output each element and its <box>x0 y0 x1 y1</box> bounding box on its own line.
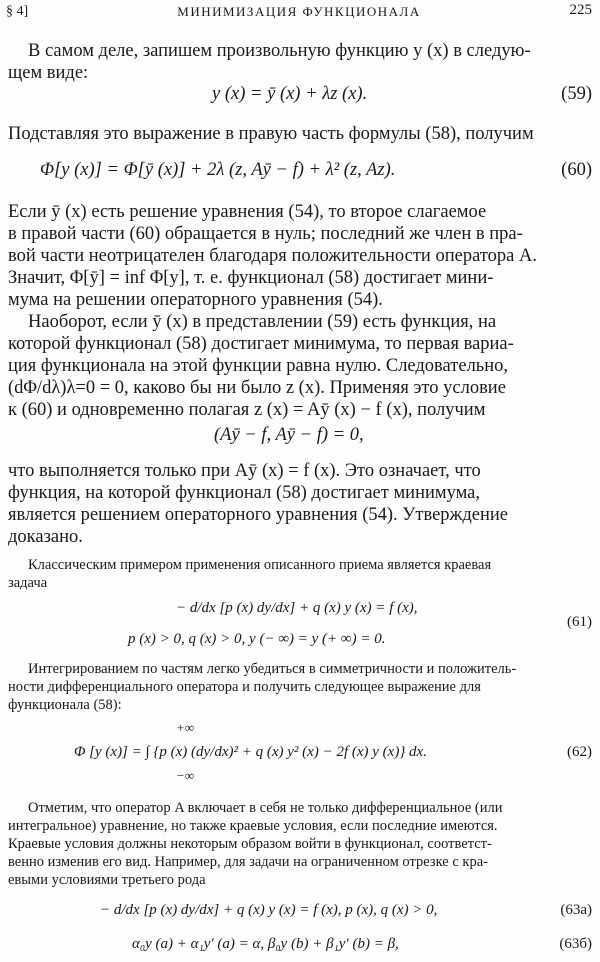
para2-line1: Подставляя это выражение в правую часть формулы (58), получим <box>8 124 534 144</box>
running-header <box>6 2 592 24</box>
equation-60: Φ[y (x)] = Φ[ȳ (x)] + 2λ (z, Aȳ − f) + λ² (z, Az). <box>40 160 396 180</box>
para1-line1: В самом деле, запишем произвольную функцию y (x) в следую- <box>28 41 531 61</box>
para3-line4: Значит, Φ[ȳ] = inf Φ[y], т. е. функционал (58) достигает мини- <box>8 268 494 288</box>
equation-61-number: (61) <box>567 614 592 630</box>
page-number: 225 <box>569 2 592 18</box>
para7-line5: евыми условиями третьего рода <box>8 872 206 888</box>
integral-lower-limit: −∞ <box>176 768 195 783</box>
para6-line3: функционала (58): <box>8 697 122 713</box>
para6-line1: Интегрированием по частям легко убедиться в симметричности и положитель- <box>28 661 517 677</box>
para3-line3: вой части неотрицателен благодаря положительности оператора A. <box>8 246 537 266</box>
para3-line9: (dΦ/dλ)λ=0 = 0, каково бы ни было z (x). Применяя это условие <box>8 378 506 398</box>
equation-63a: − d/dx [p (x) dy/dx] + q (x) y (x) = f (x), p (x), q (x) > 0, <box>100 902 438 918</box>
para3-line10: к (60) и одновременно полагая z (x) = Aȳ (x) − f (x), получим <box>8 400 486 420</box>
para4-line2: функция, на которой функционал (58) достигает минимума, <box>8 483 481 503</box>
para3-line5: мума на решении операторного уравнения (54). <box>8 290 383 310</box>
para5-line2: задача <box>8 575 48 591</box>
para4-line1: что выполняется только при Aȳ (x) = f (x). Это означает, что <box>8 461 481 481</box>
equation-61-line2: p (x) > 0, q (x) > 0, y (− ∞) = y (+ ∞) = 0. <box>128 631 386 647</box>
equation-60-number: (60) <box>561 160 592 180</box>
equation-59: y (x) = ȳ (x) + λz (x). <box>212 84 368 104</box>
para1-line2: щем виде: <box>8 63 89 83</box>
equation-variation-zero: (Aȳ − f, Aȳ − f) = 0, <box>214 425 364 445</box>
para4-line3: является решением операторного уравнения (54). Утверждение <box>8 505 508 525</box>
para3-line1: Если ȳ (x) есть решение уравнения (54), то второе слагаемое <box>8 202 487 222</box>
para3-line8: ция функционала на этой функции равна нулю. Следовательно, <box>8 356 509 376</box>
equation-63b: α₀y (a) + α₁y′ (a) = α, β₀y (b) + β₁y′ (b) = β, <box>132 936 399 952</box>
section-marker: § 4] <box>6 4 29 19</box>
equation-63b-number: (63б) <box>559 936 592 952</box>
para3-line2: в правой части (60) обращается в нуль; последний же член в пра- <box>8 224 523 244</box>
integral-upper-limit: +∞ <box>176 720 195 735</box>
para4-line4: доказано. <box>8 527 83 547</box>
equation-62-number: (62) <box>567 744 592 760</box>
equation-62: Φ [y (x)] = ∫ {p (x) (dy/dx)² + q (x) y² (x) − 2f (x) y (x)} dx. <box>74 744 427 760</box>
para5-line1: Классическим примером применения описанного приема является краевая <box>28 557 492 573</box>
running-title: МИНИМИЗАЦИЯ ФУНКЦИОНАЛА <box>177 4 421 19</box>
equation-61-line1: − d/dx [p (x) dy/dx] + q (x) y (x) = f (x), <box>176 600 418 616</box>
para7-line2: интегральное) уравнение, но также краевые условия, если последние имеются. <box>8 818 498 834</box>
para7-line1: Отметим, что оператор A включает в себя не только дифференциальное (или <box>28 800 503 816</box>
para6-line2: ности дифференциального оператора и получить следующее выражение для <box>8 679 481 695</box>
equation-63a-number: (63а) <box>560 902 592 918</box>
para7-line4: венно изменив его вид. Например, для задачи на ограниченном отрезке с кра- <box>8 854 488 870</box>
equation-59-number: (59) <box>561 84 592 104</box>
para3-line6: Наоборот, если ȳ (x) в представлении (59) есть функция, на <box>28 312 497 332</box>
para7-line3: Краевые условия должны некоторым образом войти в функционал, соответст- <box>8 836 492 852</box>
para3-line7: которой функционал (58) достигает минимума, то первая вариа- <box>8 334 514 354</box>
